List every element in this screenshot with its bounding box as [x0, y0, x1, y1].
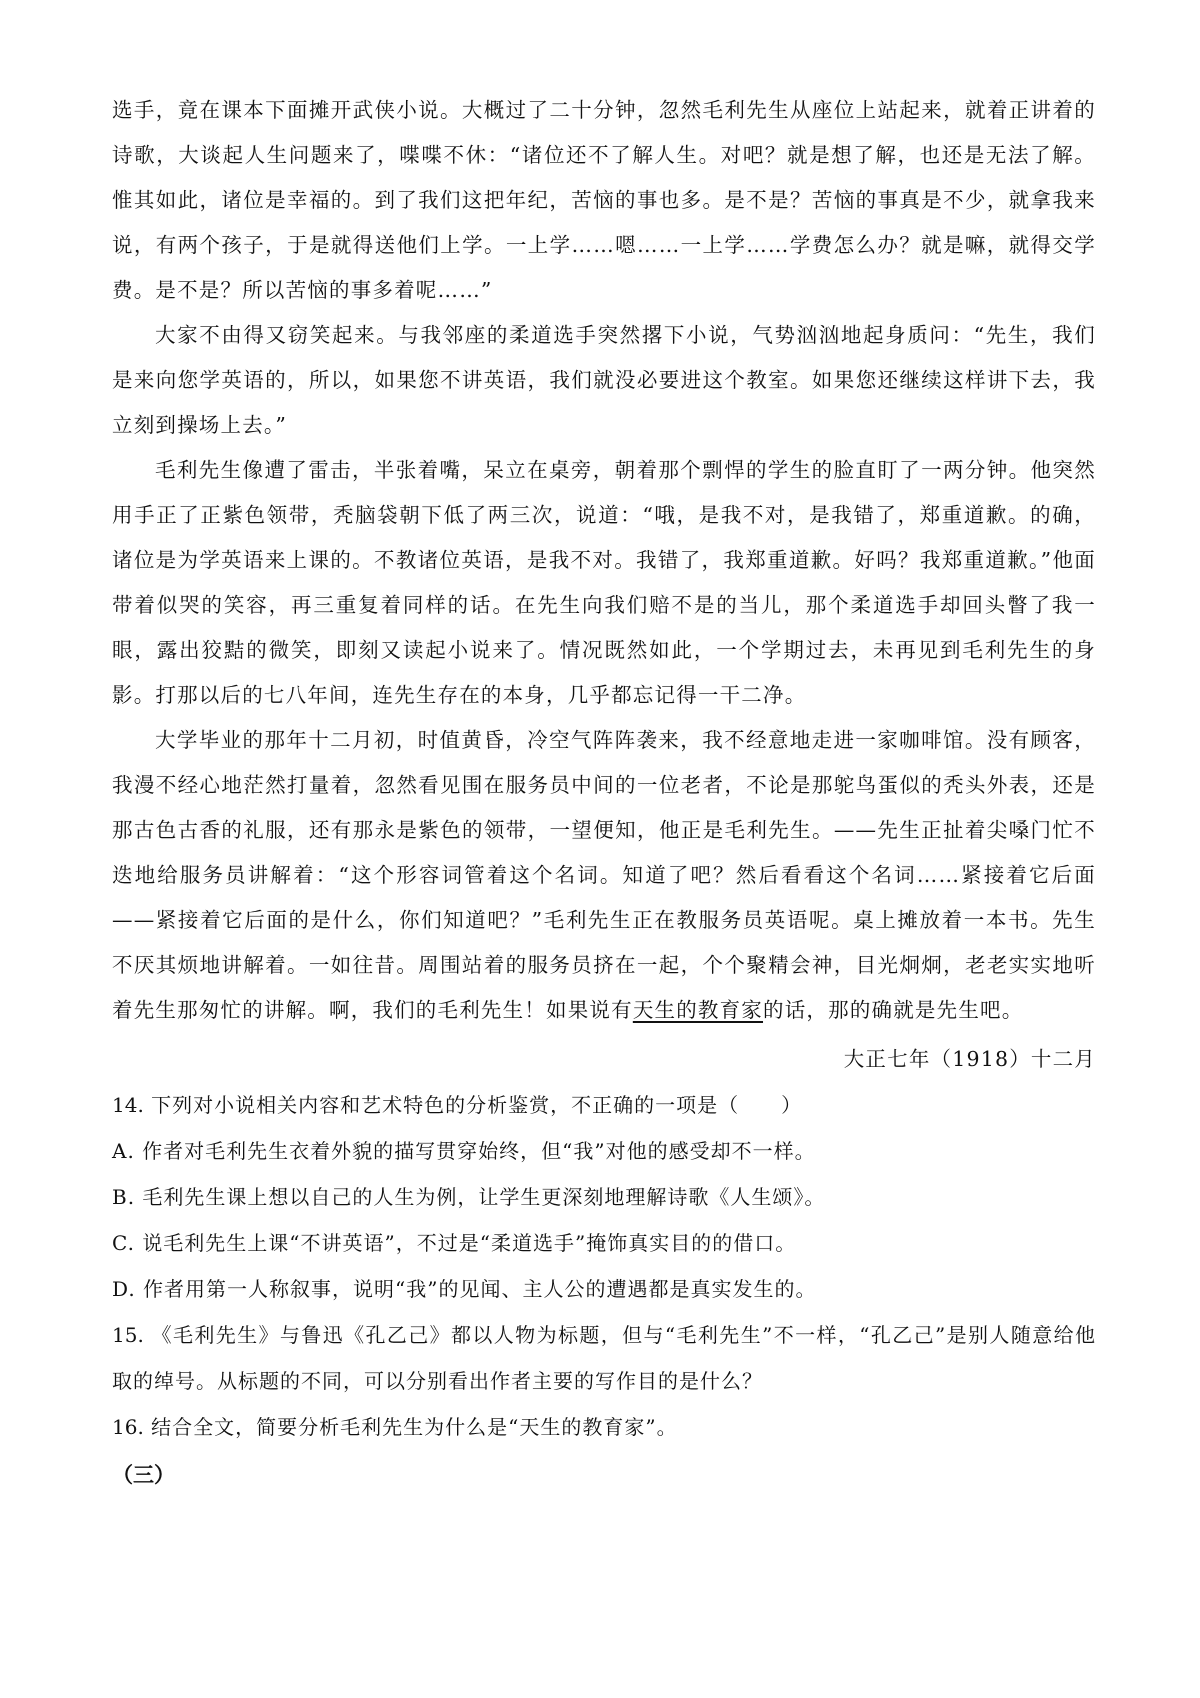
- question-14-option-c: [112, 1220, 1096, 1266]
- paragraph-4-text-before: 大学毕业的那年十二月初，时值黄昏，冷空气阵阵袭来，我不经意地走进一家咖啡馆。没有顾客，我漫不经心地茫然打量着，忽然看见围在服务员中间的一位老者，不论是那鸵鸟蛋似的秃头外表，还是那古色古香的礼服，还有那永是紫色的领带，一望便知，他正是毛利先生。——先生正扯着尖嗓门忙不迭地给服务员讲解着：“这个形容词管着这个名词。知道了吧？然后看看这个名词……紧接着它后面——紧接着它后面的是什么，你们知道吧？”毛利先生正在教服务员英语呢。桌上摊放着一本书。先生不厌其烦地讲解着。一如往昔。周围站着的服务员挤在一起，个个聚精会神，目光炯炯，老老实实地听着先生那匆忙的讲解。啊，我们的毛利先生！如果说有: [112, 728, 1096, 1022]
- question-14-option-a: [112, 1128, 1096, 1174]
- passage-paragraph-1: 选手，竟在课本下面摊开武侠小说。大概过了二十分钟，忽然毛利先生从座位上站起来，就着正讲着的诗歌，大谈起人生问题来了，喋喋不休：“诸位还不了解人生。对吧？就是想了解，也还是无法了解。惟其如此，诸位是幸福的。到了我们这把年纪，苦恼的事也多。是不是？苦恼的事真是不少，就拿我来说，有两个孩子，于是就得送他们上学。一上学……嗯……一上学……学费怎么办？就是嘛，就得交学费。是不是？所以苦恼的事多着呢……”: [112, 98, 1096, 302]
- option-label: C.: [112, 1231, 135, 1255]
- option-text: 作者用第一人称叙事，说明“我”的见闻、主人公的遭遇都是真实发生的。: [143, 1277, 817, 1301]
- question-16-text: 结合全文，简要分析毛利先生为什么是“天生的教育家”。: [151, 1415, 678, 1439]
- question-14-option-b: [112, 1174, 1096, 1220]
- question-15: [112, 1312, 1096, 1404]
- underlined-phrase: 天生的教育家: [632, 998, 764, 1022]
- option-label: B.: [112, 1185, 136, 1209]
- question-14-number: 14.: [112, 1093, 144, 1117]
- question-15-text: 《毛利先生》与鲁迅《孔乙己》都以人物为标题，但与“毛利先生”不一样，“孔乙己”是别人随意给他取的绰号。从标题的不同，可以分别看出作者主要的写作目的是什么？: [112, 1323, 1096, 1393]
- passage-paragraph-4: [112, 718, 1096, 1033]
- option-label: D.: [112, 1277, 136, 1301]
- passage-date: 大正七年（1918）十二月: [843, 1047, 1096, 1071]
- question-15-number: 15.: [112, 1323, 144, 1347]
- option-text: 说毛利先生上课“不讲英语”，不过是“柔道选手”掩饰真实目的的借口。: [142, 1231, 797, 1255]
- passage-paragraph-2: 大家不由得又窃笑起来。与我邻座的柔道选手突然撂下小说，气势汹汹地起身质问：“先生，我们是来向您学英语的，所以，如果您不讲英语，我们就没必要进这个教室。如果您还继续这样讲下去，我立刻到操场上去。”: [112, 323, 1096, 437]
- question-16-number: 16.: [112, 1415, 144, 1439]
- option-label: A.: [112, 1139, 135, 1163]
- paragraph-4-text-after: 的话，那的确就是先生吧。: [763, 998, 1024, 1022]
- question-14-option-d: [112, 1266, 1096, 1312]
- question-14: [112, 1082, 1096, 1312]
- option-text: 作者对毛利先生衣着外貌的描写贯穿始终，但“我”对他的感受却不一样。: [142, 1139, 816, 1163]
- passage-paragraph-3: 毛利先生像遭了雷击，半张着嘴，呆立在桌旁，朝着那个剽悍的学生的脸直盯了一两分钟。他突然用手正了正紫色领带，秃脑袋朝下低了两三次，说道：“哦，是我不对，是我错了，郑重道歉。的确，诸位是为学英语来上课的。不教诸位英语，是我不对。我错了，我郑重道歉。好吗？我郑重道歉。”他面带着似哭的笑容，再三重复着同样的话。在先生向我们赔不是的当儿，那个柔道选手却回头瞥了我一眼，露出狡黠的微笑，即刻又读起小说来了。情况既然如此，一个学期过去，未再见到毛利先生的身影。打那以后的七八年间，连先生存在的本身，几乎都忘记得一干二净。: [112, 458, 1096, 707]
- question-14-stem: 下列对小说相关内容和艺术特色的分析鉴赏，不正确的一项是（ ）: [151, 1093, 803, 1117]
- section-heading: （三）: [112, 1462, 175, 1487]
- option-text: 毛利先生课上想以自己的人生为例，让学生更深刻地理解诗歌《人生颂》。: [142, 1185, 826, 1209]
- question-16: [112, 1404, 1096, 1450]
